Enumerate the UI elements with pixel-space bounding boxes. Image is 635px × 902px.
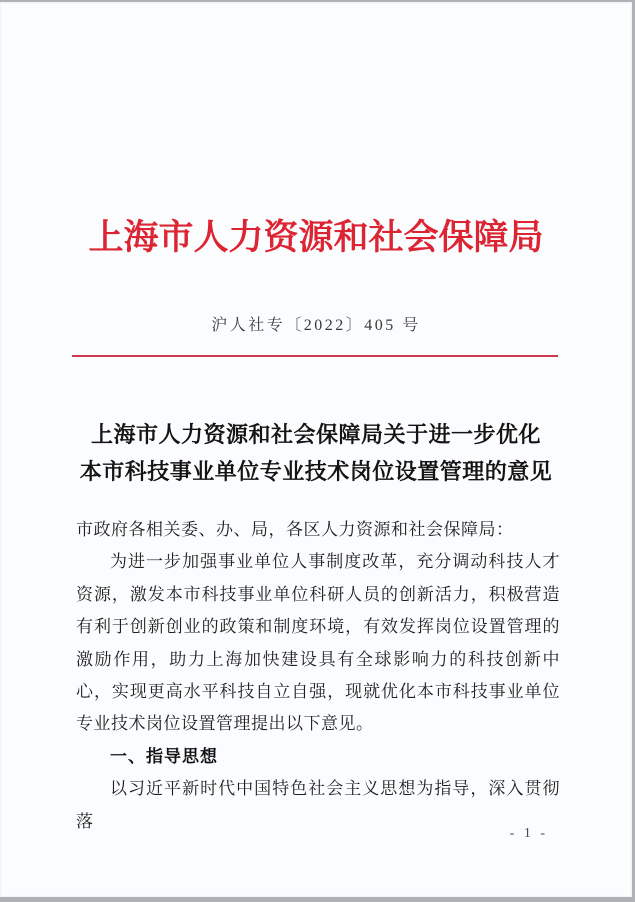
- letterhead-agency-title: 上海市人力资源和社会保障局: [88, 218, 544, 257]
- scanned-document-page: [0, 2, 632, 897]
- section-1-paragraph: 以习近平新时代中国特色社会主义思想为指导，深入贯彻落: [76, 779, 560, 831]
- page-number: - 1 -: [509, 826, 548, 841]
- section-1-heading: 一、指导思想: [110, 746, 218, 766]
- intro-paragraph: 为进一步加强事业单位人事制度改革，充分调动科技人才资源，激发本市科技事业单位科研人员的创新活力，积极营造有利于创新创业的政策和制度环境，有效发挥岗位设置管理的激励作用，助力上海加快建设具有全球影响力的科技创新中心，实现更高水平科技自立自强，现就优化本市科技事业单位专业技术岗位设置管理提出以下意见。: [76, 552, 560, 734]
- document-body: [76, 514, 560, 838]
- document-reference-number: 沪人社专〔2022〕405 号: [211, 317, 421, 334]
- document-title-line-1: 上海市人力资源和社会保障局关于进一步优化: [90, 422, 541, 447]
- salutation-line: 市政府各相关委、办、局，各区人力资源和社会保障局：: [76, 520, 514, 539]
- document-title-line-2: 本市科技事业单位专业技术岗位设置管理的意见: [79, 459, 553, 484]
- document-title: [40, 416, 592, 490]
- red-divider-line: [72, 355, 558, 357]
